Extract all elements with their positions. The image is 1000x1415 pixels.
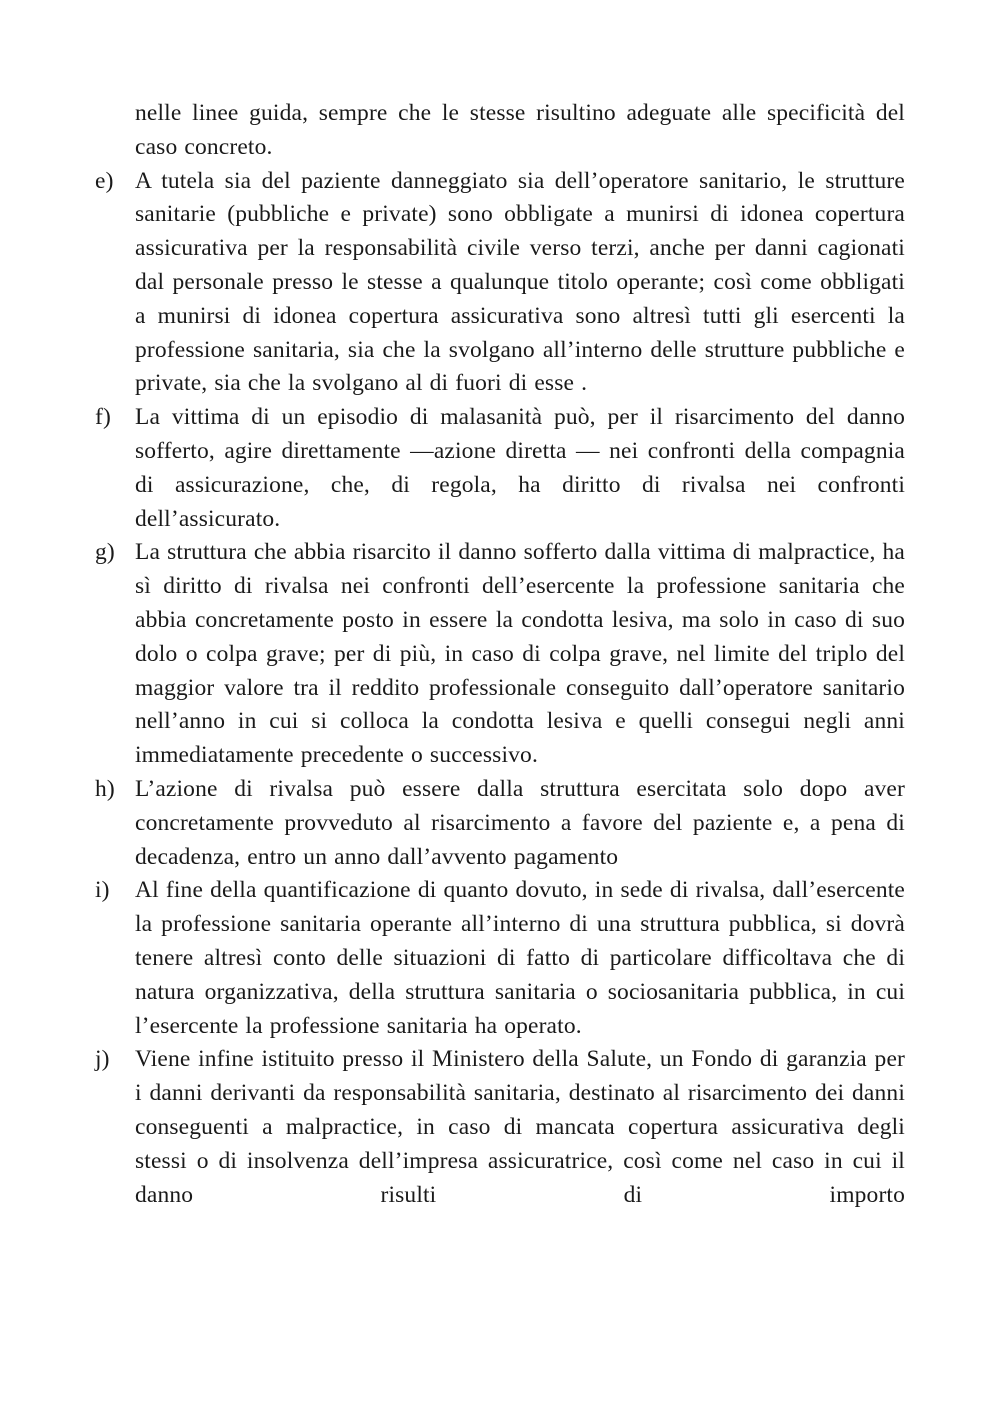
list-item-text: A tutela sia del paziente danneggiato sia dell’operatore sanitario, le strutture sanitarie (pubbliche e private) sono obbligate a munirsi di idonea copertura assicurativa per la responsabilità civile verso terzi, anche per danni cagionati dal personale presso le stesse a qualunque titolo operante; così come obbligati a munirsi di idonea copertura assicurativa sono altresì tutti gli esercenti la professione sanitaria, sia che la svolgano all’interno delle strutture pubbliche e private, sia che la svolgano al di fuori di esse . [135, 167, 905, 397]
list-item-i [95, 874, 905, 1043]
list-item-h [95, 773, 905, 874]
list-item-text: Viene infine istituito presso il Ministero della Salute, un Fondo di garanzia per i danni derivanti da responsabilità sanitaria, destinato al risarcimento dei danni conseguenti a malpractice, in caso di mancata copertura assicurativa degli stessi o di insolvenza dell’impresa assicuratrice, così come nel caso in cui il danno risulti di importo [135, 1046, 905, 1208]
continuation-paragraph: nelle linee guida, sempre che le stesse risultino adeguate alle specificità del caso concreto. [135, 100, 905, 160]
list-item-text: La struttura che abbia risarcito il danno sofferto dalla vittima di malpractice, ha sì diritto di rivalsa nei confronti dell’esercente la professione sanitaria che abbia concretamente posto in essere la condotta lesiva, ma solo in caso di suo dolo o colpa grave; per di più, in caso di colpa grave, nel limite del triplo del maggior valore tra il reddito professionale conseguito dall’operatore sanitario nell’anno in cui si colloca la condotta lesiva e quelli consegui negli anni immediatamente precedente o successivo. [135, 539, 905, 769]
list-marker: i) [95, 877, 110, 904]
list-item-f [95, 401, 905, 536]
list-marker: e) [95, 167, 114, 194]
list-item-text: Al fine della quantificazione di quanto dovuto, in sede di rivalsa, dall’esercente la professione sanitaria operante all’interno di una struttura pubblica, si dovrà tenere altresì conto delle situazioni di fatto di particolare difficoltava che di natura organizzativa, della struttura sanitaria o sociosanitaria pubblica, in cui l’esercente la professione sanitaria ha operato. [135, 877, 905, 1039]
list-marker: f) [95, 404, 111, 431]
list-item-text: L’azione di rivalsa può essere dalla struttura esercitata solo dopo aver concretamente provveduto al risarcimento a favore del paziente e, a pena di decadenza, entro un anno dall’avvento pagamento [135, 775, 905, 870]
list-item-e [95, 165, 905, 402]
list-marker: h) [95, 775, 115, 802]
document-body [95, 97, 905, 1212]
list-item-g [95, 536, 905, 773]
list-marker: g) [95, 539, 115, 566]
list-marker: j) [95, 1046, 110, 1073]
list-item-text: La vittima di un episodio di malasanità può, per il risarcimento del danno sofferto, agire direttamente —azione diretta — nei confronti della compagnia di assicurazione, che, di regola, ha diritto di rivalsa nei confronti dell’assicurato. [135, 404, 905, 532]
list-item-j [95, 1043, 905, 1212]
